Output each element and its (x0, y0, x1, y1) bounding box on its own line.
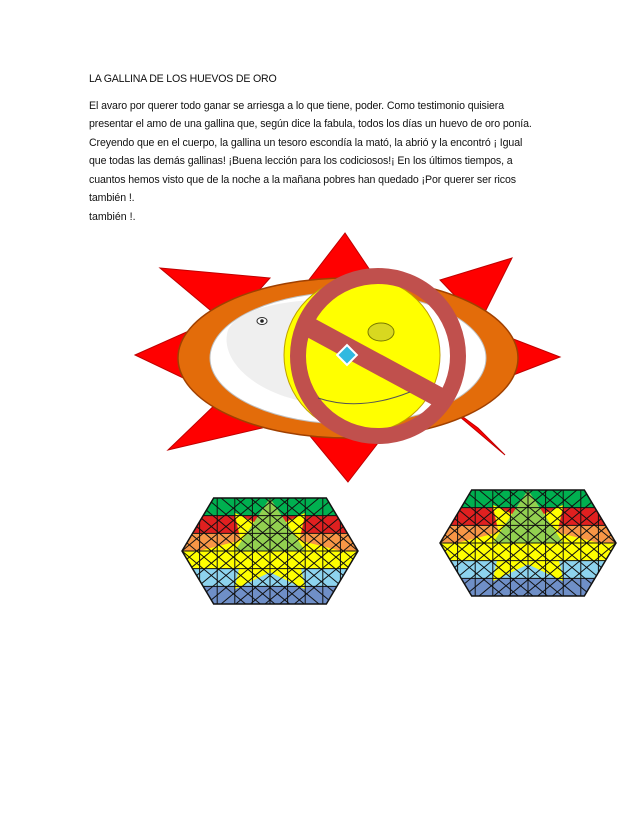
paragraph-line: también !. (89, 192, 135, 205)
paragraph-line: cuantos hemos visto que de la noche a la mañana pobres han quedado ¡Por querer ser ricos (89, 173, 516, 186)
hexagon-pattern-right (376, 490, 638, 597)
hexagon-pattern-left (118, 498, 421, 605)
paragraph-line: presentar el amo de una gallina que, según dice la fabula, todos los días un huevo de oro ponía. (89, 118, 532, 131)
paragraph-line: Creyendo que en el cuerpo, la gallina un tesoro escondía la mató, la abrió y la encontró ¡ Igual (89, 136, 523, 149)
paragraph-line: El avaro por querer todo ganar se arriesga a lo que tiene, poder. Como testimonio quisiera (89, 100, 504, 112)
repeated-line: también !. (89, 211, 136, 223)
paragraph-line: que todas las demás gallinas! ¡Buena lección para los codiciosos!¡ En los últimos tiempos, a (89, 155, 513, 168)
document-title: LA GALLINA DE LOS HUEVOS DE ORO (89, 73, 277, 85)
